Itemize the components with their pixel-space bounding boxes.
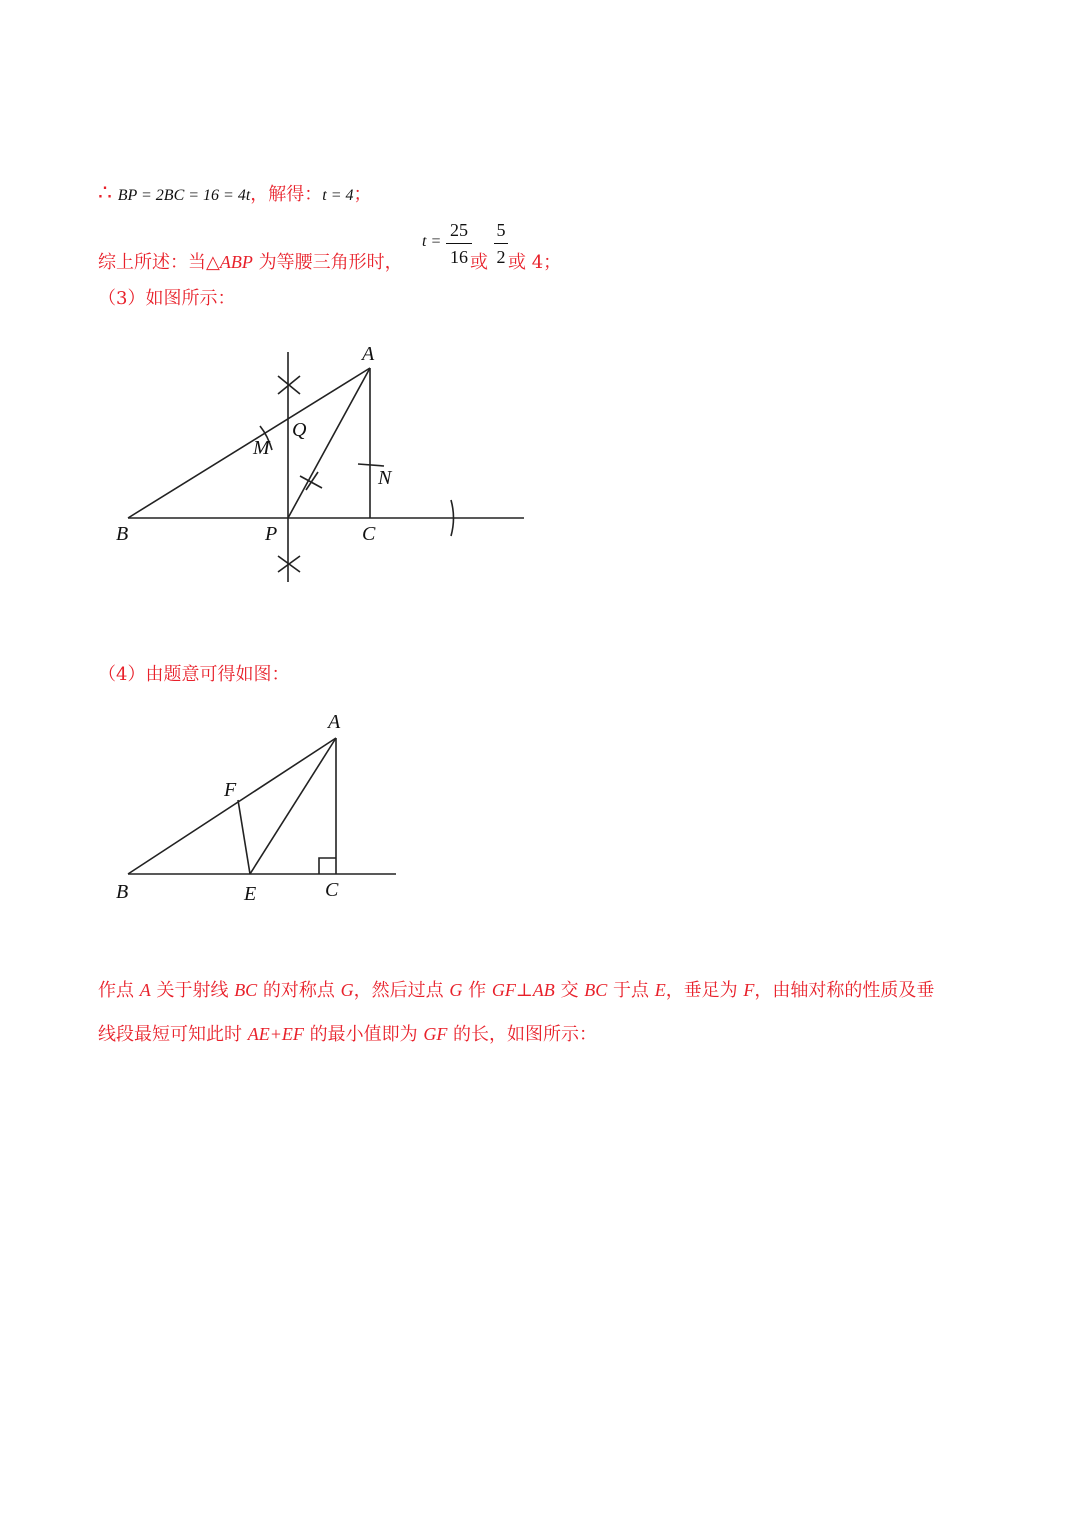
arc-mark-n (358, 464, 384, 466)
math-bc: BC (234, 980, 258, 1000)
label-b: B (116, 523, 129, 545)
math-f: F (743, 980, 755, 1000)
text: 线段最短可知此时 (98, 1024, 248, 1045)
math-g: G (449, 980, 463, 1000)
text: 交 (554, 980, 585, 1001)
part-4-label: （4）由题意可得如图： (98, 664, 290, 685)
part-3-label: （3）如图所示： (98, 288, 236, 309)
segment-fe (238, 800, 250, 874)
math-g: G (340, 980, 354, 1000)
label-e: E (244, 883, 257, 905)
math-bc: BC (584, 980, 608, 1000)
or-text-2: 或 4； (508, 252, 562, 273)
fraction-denominator: 16 (450, 247, 468, 267)
text: 的长，如图所示： (447, 1024, 598, 1045)
label-b: B (116, 881, 129, 903)
text: ，垂足为 (665, 980, 744, 1001)
segment-ae (250, 738, 336, 874)
text: 作点 (98, 980, 140, 1001)
summary-text: 综上所述：当△ (98, 252, 220, 273)
text: 于点 (607, 980, 655, 1001)
label-f: F (224, 779, 237, 801)
segment-ab (128, 368, 370, 518)
text: ，然后过点 (353, 980, 450, 1001)
fraction-25-16 (446, 219, 472, 268)
fraction-5-2 (494, 219, 508, 268)
text: 的对称点 (257, 980, 341, 1001)
label-a: A (362, 343, 375, 365)
summary-prefix (98, 248, 403, 274)
fraction-numerator: 5 (496, 220, 506, 240)
math-a: A (139, 980, 151, 1000)
triangle-figure (110, 710, 410, 910)
math-ae-plus-ef: AE+EF (247, 1024, 304, 1044)
label-a: A (328, 711, 341, 733)
label-p: P (265, 523, 278, 545)
label-q: Q (292, 419, 307, 441)
explanation-line-2 (98, 1020, 597, 1046)
math-e: E (654, 980, 666, 1000)
solve-text: ，解得： (250, 184, 323, 205)
text: ，由轴对称的性质及垂 (754, 980, 935, 1001)
construction-figure (110, 340, 550, 590)
therefore-symbol: ∴ (98, 181, 112, 206)
math-gf: GF (423, 1024, 448, 1044)
solution-line-1 (98, 180, 372, 206)
text: 的最小值即为 (303, 1024, 424, 1045)
summary-text-mid: 为等腰三角形时， (252, 252, 403, 273)
t-equals: t = (422, 233, 442, 250)
text: 作 (462, 980, 492, 1001)
fraction-numerator: 25 (450, 220, 468, 240)
label-n: N (378, 467, 392, 489)
equation-t: t = 4 (322, 187, 354, 204)
label-m: M (253, 437, 270, 459)
text: 关于射线 (150, 980, 235, 1001)
label-c: C (325, 879, 339, 901)
math-gf-perp-ab: GF⊥AB (491, 980, 555, 1000)
or-text-1: 或 (470, 252, 488, 273)
semicolon: ； (353, 184, 372, 205)
segment-ab (128, 738, 336, 874)
triangle-name: ABP (219, 252, 253, 272)
equation-bp: BP = 2BC = 16 = 4t (117, 187, 251, 204)
explanation-line-1 (98, 976, 934, 1002)
segment-ap (288, 368, 370, 518)
fraction-denominator: 2 (496, 247, 506, 267)
right-angle-mark (319, 858, 336, 874)
label-c: C (362, 523, 376, 545)
